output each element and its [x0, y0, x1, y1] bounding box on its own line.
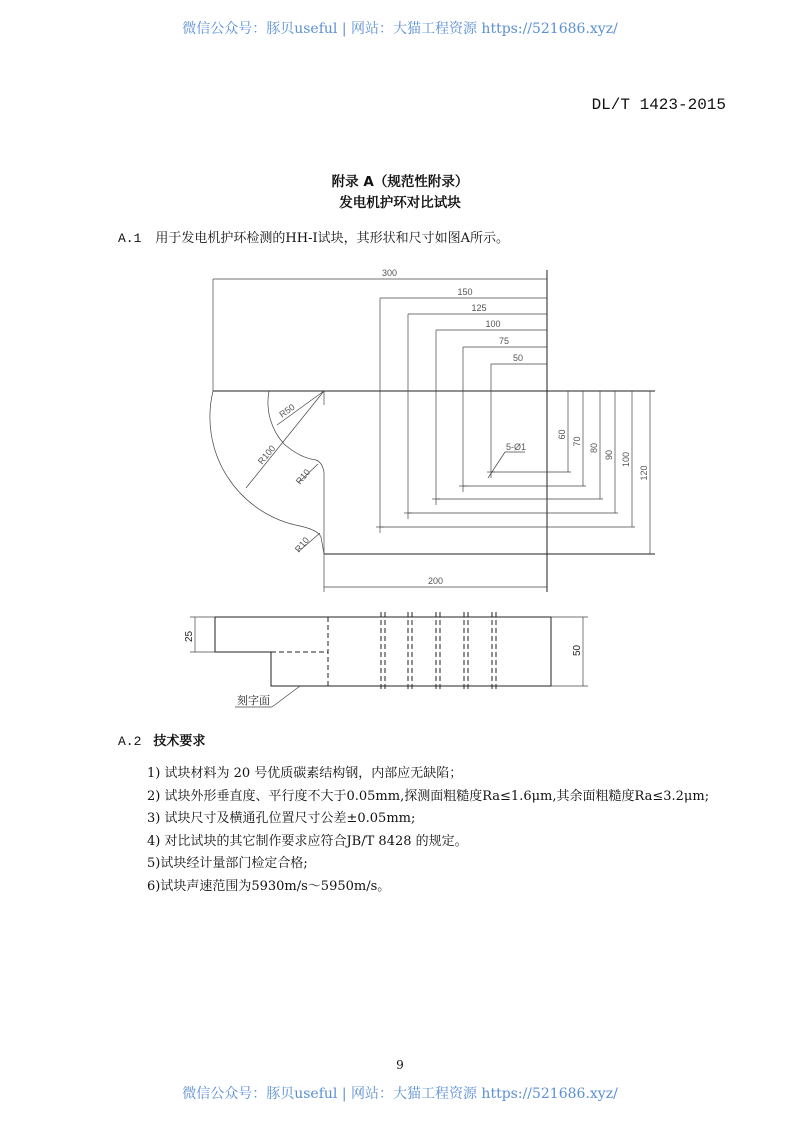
dim-top-100: 100 [485, 319, 501, 329]
section-a2-title: 技术要求 [153, 734, 206, 749]
section-a1-number: A.1 [118, 231, 142, 246]
section-a2-number: A.2 [118, 734, 142, 749]
appendix-title: 附录 A（规范性附录） [331, 174, 469, 190]
requirements-list [147, 763, 709, 898]
dim-right-90: 90 [604, 449, 614, 460]
top-view [210, 268, 655, 592]
dim-300: 300 [382, 268, 398, 278]
radius-r100: R100 [255, 443, 278, 467]
requirement-item: 6)试块声速范围为5930m/s～5950m/s。 [147, 878, 391, 894]
watermark-footer: 微信公众号：豚贝useful | 网站：大猫工程资源 https://521686.xyz/ [182, 1086, 618, 1102]
radius-r10-lower: R10 [292, 535, 312, 555]
watermark-header: 微信公众号：豚贝useful | 网站：大猫工程资源 https://521686.xyz/ [182, 21, 618, 37]
section-a2-heading [118, 730, 205, 749]
side-view [184, 612, 588, 707]
requirement-item: 2) 试块外形垂直度、平行度不大于0.05mm,探测面粗糙度Ra≤1.6μm,其余面粗糙度Ra≤3.2μm; [147, 788, 710, 804]
requirement-item: 3) 试块尺寸及横通孔位置尺寸公差±0.05mm; [147, 811, 416, 826]
appendix-subtitle: 发电机护环对比试块 [339, 195, 461, 211]
page-number: 9 [396, 1058, 404, 1072]
dim-top-50: 50 [513, 353, 524, 363]
section-a1-text: 用于发电机护环检测的HH-Ⅰ试块，其形状和尺寸如图A所示。 [155, 231, 509, 246]
dim-top-75: 75 [499, 336, 510, 346]
engraving-surface-label: 刻字面 [237, 695, 270, 707]
hole-label: 5-Ø1 [506, 442, 527, 452]
dim-50: 50 [572, 644, 583, 656]
standard-number: DL/T 1423-2015 [591, 96, 726, 114]
dim-right-100: 100 [621, 451, 631, 467]
dim-right-80: 80 [589, 442, 599, 453]
requirement-item: 1) 试块材料为 20 号优质碳素结构钢，内部应无缺陷； [147, 766, 463, 781]
dim-25: 25 [184, 630, 195, 642]
requirement-item: 4) 对比试块的其它制作要求应符合JB/T 8428 的规定。 [147, 833, 468, 849]
radius-r50: R50 [277, 401, 297, 420]
dim-right-70: 70 [572, 436, 582, 447]
dim-top-150: 150 [457, 287, 473, 297]
requirement-item: 5)试块经计量部门检定合格; [147, 856, 308, 871]
dim-top-125: 125 [471, 303, 487, 313]
radius-r10-upper: R10 [293, 467, 313, 487]
dim-right-120: 120 [639, 465, 649, 481]
dim-200: 200 [428, 576, 444, 586]
dim-right-60: 60 [557, 429, 567, 440]
